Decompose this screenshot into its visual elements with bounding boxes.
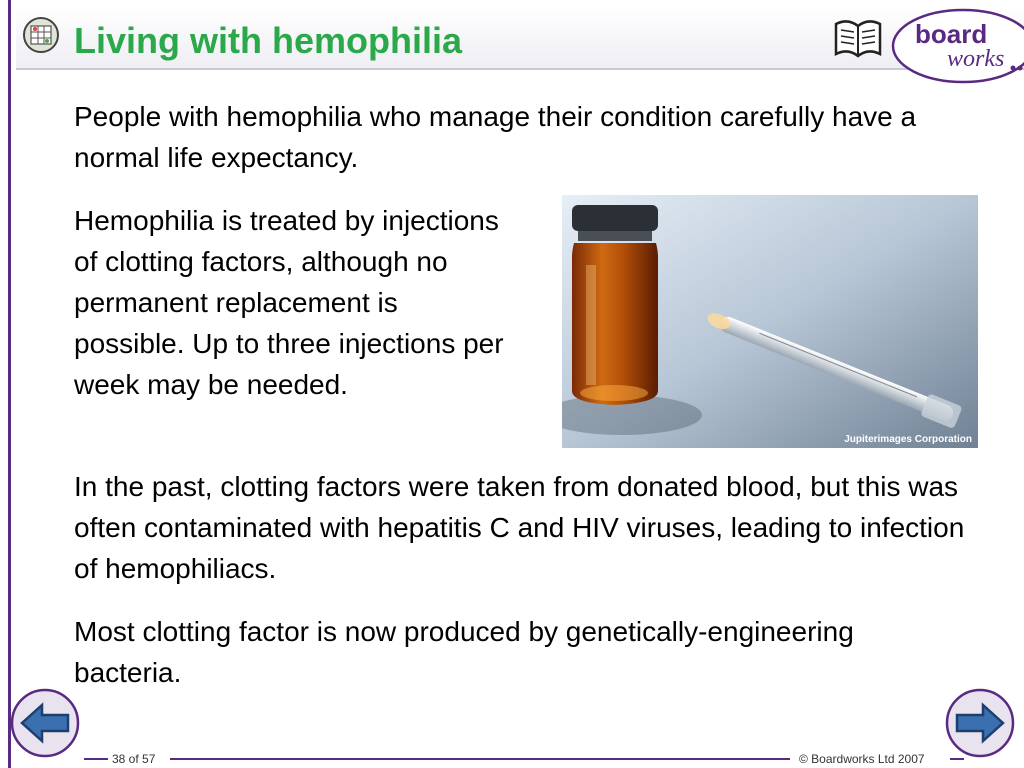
footer-line-right — [950, 758, 964, 760]
footer-line-middle — [170, 758, 790, 760]
prev-arrow-icon — [10, 688, 80, 758]
paragraph-history: In the past, clotting factors were taken from donated blood, but this was often contaminated with hepatitis C and HIV viruses, leading to infection of hemophiliacs. — [74, 471, 965, 584]
paragraph-current-production: Most clotting factor is now produced by genetically-engineering bacteria. — [74, 616, 854, 688]
svg-text:works: works — [947, 46, 1005, 72]
paragraph-life-expectancy: People with hemophilia who manage their condition carefully have a normal life expectancy. — [74, 101, 917, 173]
next-arrow-icon — [945, 688, 1015, 758]
photo-credit: Jupiterimages Corporation — [844, 434, 972, 445]
previous-slide-button[interactable] — [10, 688, 80, 758]
next-slide-button[interactable] — [945, 688, 1015, 758]
page-number: 38 of 57 — [108, 752, 159, 766]
book-icon[interactable] — [832, 14, 884, 62]
copyright: © Boardworks Ltd 2007 — [795, 752, 929, 766]
footer-line-left — [84, 758, 110, 760]
boardworks-logo — [889, 6, 1024, 86]
slide-header — [16, 6, 1024, 70]
page-title: Living with hemophilia — [74, 20, 463, 61]
vial-syringe-photo — [562, 195, 978, 448]
header-icon — [22, 16, 60, 54]
left-border — [8, 0, 11, 768]
paragraph-treatment: Hemophilia is treated by injections of clotting factors, although no permanent replacement is possible. Up to three injections per week may be needed. — [74, 205, 504, 400]
svg-text:board: board — [915, 19, 988, 49]
